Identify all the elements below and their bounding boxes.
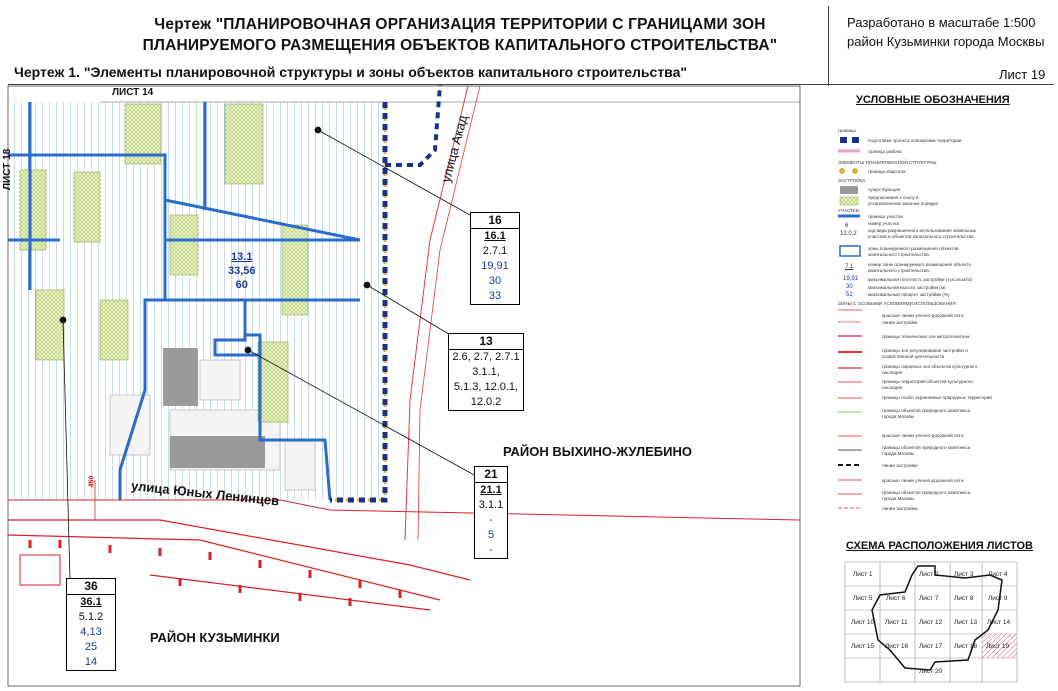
schema-cell: Лист 2 [919, 571, 939, 578]
legend-item: линии застройки [882, 463, 918, 468]
legend-item: ЭЛЕМЕНТЫ ПЛАНИРОВОЧНОЙ СТРУКТУРЫ [838, 160, 937, 165]
legend-item: предлагаемая к сносу в установленном законом порядке [868, 195, 939, 206]
schema-cell: Лист 12 [919, 619, 943, 626]
legend-item: границы [838, 128, 856, 133]
schema-cell: Лист 9 [988, 595, 1008, 602]
street-akad-label: улица Акад [438, 113, 471, 184]
legend-symbols [838, 137, 862, 508]
scale-line-2: район Кузьминки города Москвы [847, 34, 1045, 49]
legend-title: УСЛОВНЫЕ ОБОЗНАЧЕНИЯ [856, 94, 1010, 106]
legend-item: УЧАСТКИ [838, 208, 859, 213]
legend-item: граница участка [868, 214, 903, 219]
schema-cell: Лист 4 [988, 571, 1008, 578]
legend-item: границы объектов природного комплекса города Москвы [882, 445, 971, 456]
legend-item: линии застройки [882, 320, 918, 325]
scale-line-1: Разработано в масштабе 1:500 [847, 15, 1036, 30]
sheet-18-label: ЛИСТ 18 [2, 148, 13, 190]
legend-item: существующая [868, 187, 901, 192]
schema-cell: Лист 11 [885, 619, 908, 626]
legend-sample-num: 6 [845, 223, 849, 229]
schema-cell: Лист 7 [919, 595, 939, 602]
legend-item: границы объектов природного комплекса города Москвы [882, 490, 971, 501]
legend-item: границы технических зон метрополитена [882, 334, 970, 339]
legend-item: зоны планируемого размещения объектов капитального строительства [868, 246, 959, 257]
title-line-2: ПЛАНИРУЕМОГО РАЗМЕЩЕНИЯ ОБЪЕКТОВ КАПИТАЛЬНОГО СТРОИТЕЛЬСТВА" [142, 37, 778, 54]
legend-item: границы особо охраняемых природных территорий [882, 395, 992, 400]
dim-label: 450 [88, 475, 96, 488]
schema-cell: Лист 5 [853, 595, 873, 602]
zone-13-1-label: 13.1 33,56 60 - [228, 251, 256, 305]
building-grey [163, 348, 198, 406]
legend-item: максимальная высота застройки (м) [868, 285, 946, 290]
legend-item: ЗАСТРОЙКА [838, 178, 866, 183]
legend-sample-v1: 19,91 [843, 276, 859, 282]
schema-cell: Лист 8 [954, 595, 974, 602]
schema-cell: Лист 14 [987, 619, 1011, 626]
legend-item: номер зоны планируемого размещения объекта капитального строительства [868, 262, 971, 273]
schema-cell: Лист 16 [885, 643, 909, 650]
legend-item: код вида разрешенного использования земельных участков и объектов капитального строительства [868, 228, 977, 239]
sheet-14-label: ЛИСТ 14 [112, 87, 154, 98]
zone-box-36: 36 36.1 5.1.2 4,13 25 14 [66, 578, 116, 671]
schema-cell: Лист 15 [851, 643, 875, 650]
zone-box-13: 13 2.6, 2.7, 2.7.1 3.1.1, 5.1.3, 12.0.1, 12.0.2 [448, 333, 524, 411]
legend-sample-code: 12.0.2 [840, 231, 857, 237]
legend-sample-zone: 7.1 [845, 264, 854, 270]
legend-item: граница квартала [868, 169, 906, 174]
legend-item: границы объектов природного комплекса города Москвы [882, 408, 971, 419]
schema-cell: Лист 10 [851, 619, 875, 626]
legend-item: максимальный процент застройки (%) [868, 292, 950, 297]
legend-item: границы территорий объектов культурного наследия [882, 379, 973, 390]
schema-cell: Лист 18 [954, 643, 978, 650]
building-grey-2 [170, 436, 265, 468]
schema-title: СХЕМА РАСПОЛОЖЕНИЯ ЛИСТОВ [846, 540, 1033, 552]
schema-cell: Лист 17 [919, 643, 943, 650]
schema-cell: Лист 3 [954, 571, 974, 578]
district-kuzminki-label: РАЙОН КУЗЬМИНКИ [150, 630, 280, 645]
sheet-number: Лист 19 [999, 67, 1046, 82]
south-red-block [20, 555, 60, 585]
legend-sample-v2: 30 [846, 284, 853, 290]
legend-item: линии застройки [882, 506, 918, 511]
schema-cell: Лист 13 [954, 619, 978, 626]
legend-item: максимальная плотность застройки (тыс.кв.м/га) [868, 277, 973, 282]
district-border-top [385, 85, 440, 165]
legend-item: красные линии улично-дорожной сети [882, 313, 964, 318]
legend-item: номер участка [868, 221, 899, 226]
drawing-subtitle: Чертеж 1. "Элементы планировочной структуры и зоны объектов капитального строительства" [14, 64, 688, 80]
legend-item: граница района [868, 149, 902, 154]
schema-cell: Лист 6 [886, 595, 906, 602]
legend-item: красные линии улично-дорожной сети [882, 433, 964, 438]
schema-cell: Лист 20 [919, 668, 943, 675]
legend-sample-v3: 52 [846, 292, 853, 298]
legend-item: границы охранных зон объектов культурного наследия [882, 364, 978, 375]
schema-cell: Лист 1 [853, 571, 873, 578]
legend-item: ЗОНЫ С ОСОБЫМИ УСЛОВИЯМИ ИСПОЛЬЗОВАНИЯ [838, 301, 956, 306]
legend-item: границы зон регулирования застройки и хозяйственной деятельности [882, 348, 968, 359]
schema-cell: Лист 19 [986, 643, 1010, 650]
street-yunykh-label: улица Юных Ленинцев [130, 478, 280, 509]
zone-box-21: 21 21.1 3.1.1 - 5 - [474, 466, 508, 559]
legend-item: подготовки проекта планировки территории [868, 138, 962, 143]
title-line-1: Чертеж "ПЛАНИРОВОЧНАЯ ОРГАНИЗАЦИЯ ТЕРРИТОРИИ С ГРАНИЦАМИ ЗОН [154, 16, 766, 33]
district-vykhino-label: РАЙОН ВЫХИНО-ЖУЛЕБИНО [503, 444, 692, 459]
zone-box-16: 16 16.1 2.7.1 19,91 30 33 [470, 212, 520, 305]
street-yunykh-north [8, 500, 800, 520]
legend-item: красные линии улично-дорожной сети [882, 478, 964, 483]
